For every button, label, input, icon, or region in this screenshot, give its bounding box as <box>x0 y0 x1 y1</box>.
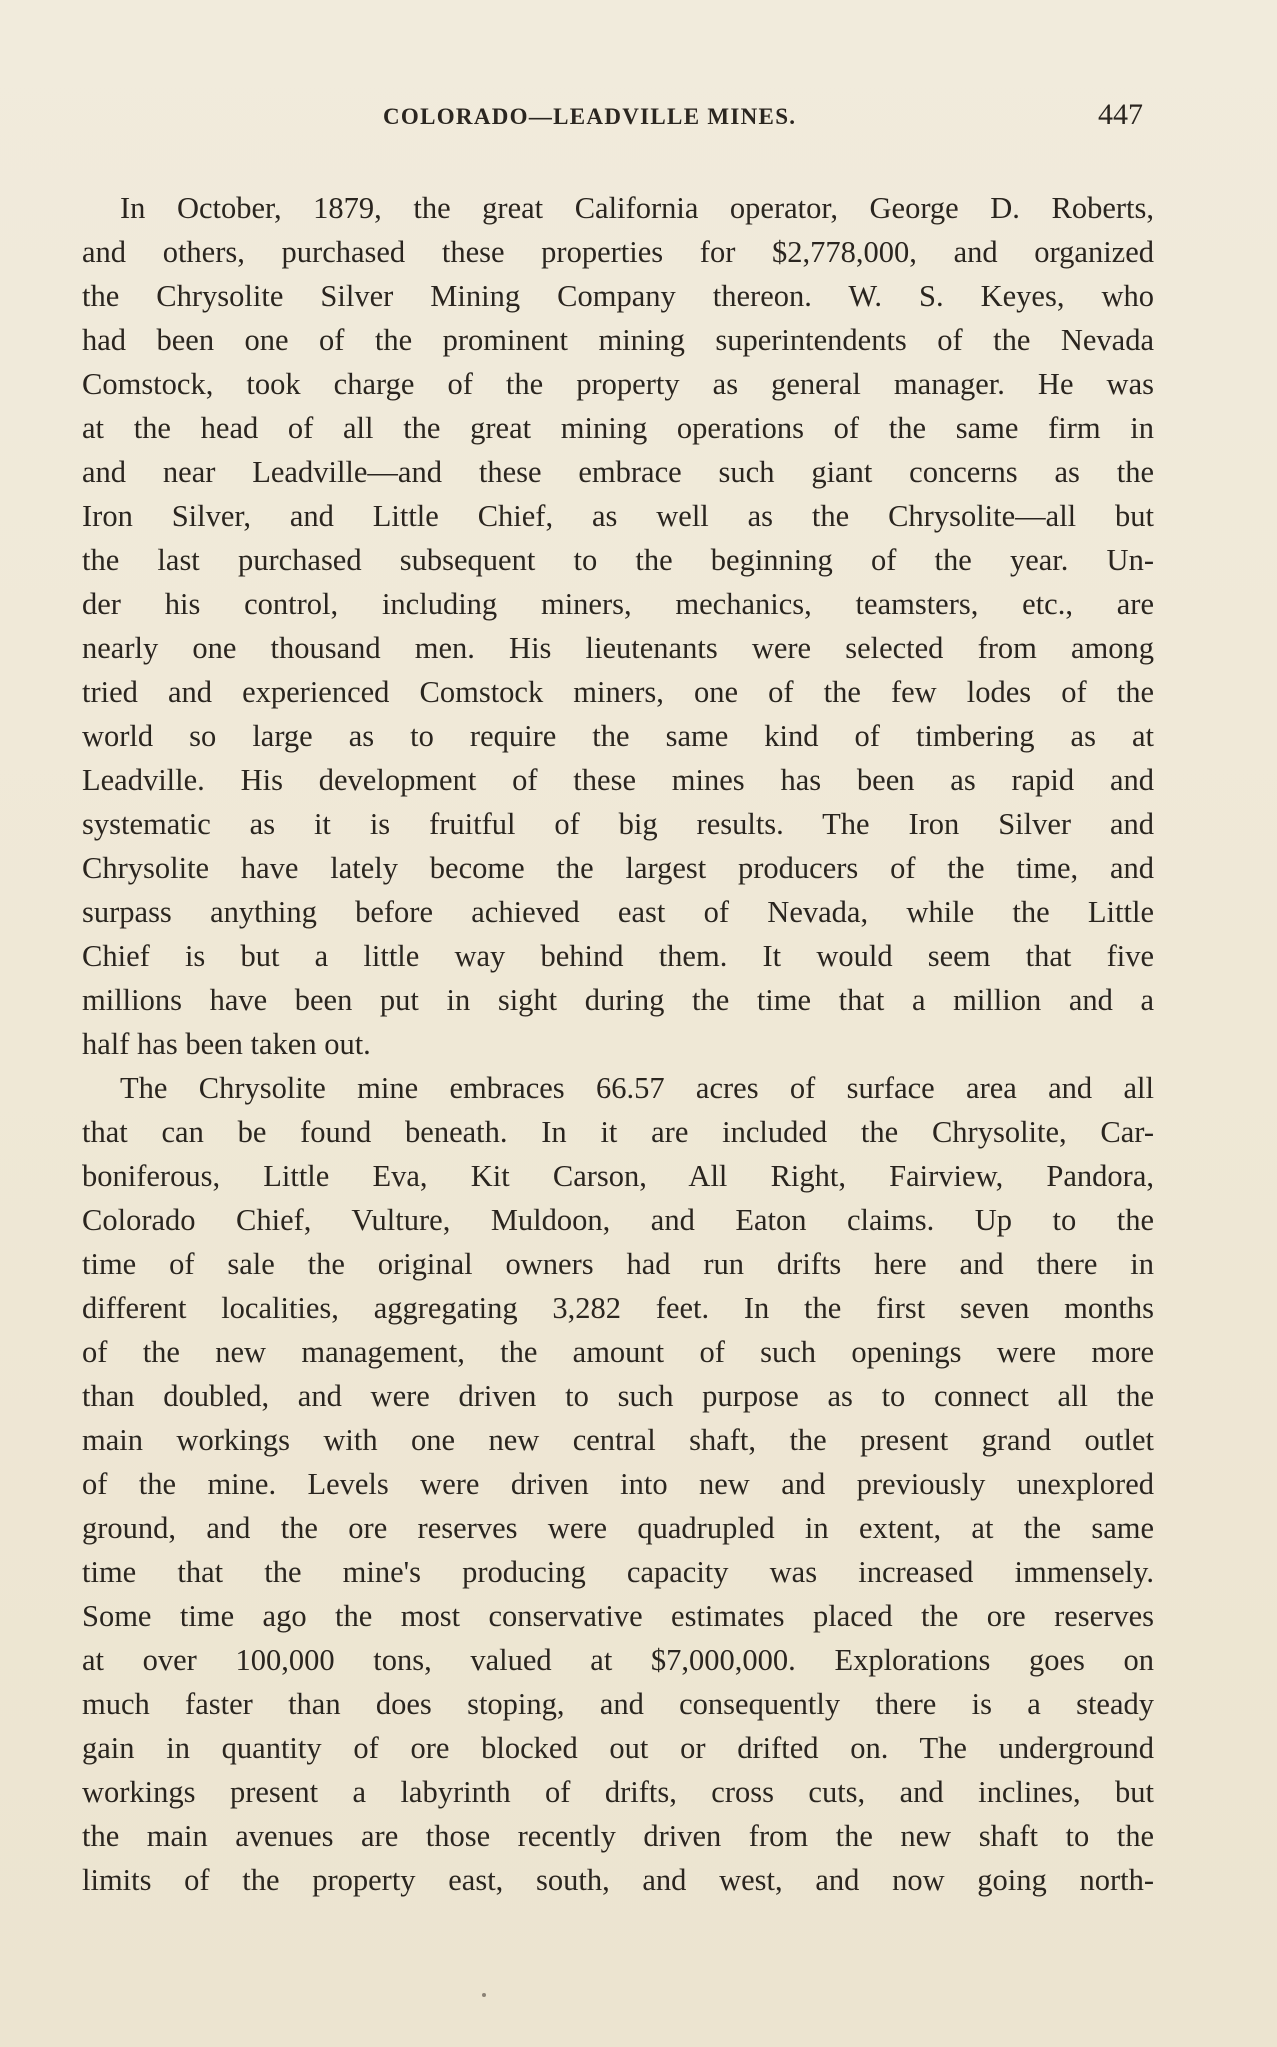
text-line: Chief is but a little way behind them. It would seem that five <box>82 939 1154 973</box>
text-line: had been one of the prominent mining superintendents of the Nevada <box>82 323 1154 357</box>
text-line: much faster than does stoping, and consequently there is a steady <box>82 1687 1154 1721</box>
text-line: and near Leadville—and these embrace such giant concerns as the <box>82 455 1154 489</box>
text-line: Comstock, took charge of the property as general manager. He was <box>82 367 1154 401</box>
page-number: 447 <box>1098 98 1143 131</box>
text-line: limits of the property east, south, and west, and now going north- <box>82 1863 1154 1897</box>
text-line: systematic as it is fruitful of big results. The Iron Silver and <box>82 807 1154 841</box>
text-line: half has been taken out. <box>82 1027 371 1061</box>
text-line: at over 100,000 tons, valued at $7,000,000. Explorations goes on <box>82 1643 1154 1677</box>
text-line: Some time ago the most conservative estimates placed the ore reserves <box>82 1599 1154 1633</box>
text-line: the Chrysolite Silver Mining Company thereon. W. S. Keyes, who <box>82 279 1154 313</box>
text-line: nearly one thousand men. His lieutenants were selected from among <box>82 631 1154 665</box>
text-line: time that the mine's producing capacity was increased immensely. <box>82 1555 1154 1589</box>
text-line: millions have been put in sight during the time that a million and a <box>82 983 1154 1017</box>
paper-speck <box>482 1993 486 1997</box>
text-line: the main avenues are those recently driven from the new shaft to the <box>82 1819 1154 1853</box>
text-line: of the mine. Levels were driven into new and previously unexplored <box>82 1467 1154 1501</box>
text-line: The Chrysolite mine embraces 66.57 acres of surface area and all <box>120 1071 1154 1105</box>
text-line: der his control, including miners, mechanics, teamsters, etc., are <box>82 587 1154 621</box>
text-line: of the new management, the amount of such openings were more <box>82 1335 1154 1369</box>
text-line: tried and experienced Comstock miners, one of the few lodes of the <box>82 675 1154 709</box>
body-text <box>82 186 1154 1902</box>
running-title: COLORADO—LEADVILLE MINES. <box>383 104 797 129</box>
page-header <box>0 98 1277 138</box>
text-line: Colorado Chief, Vulture, Muldoon, and Eaton claims. Up to the <box>82 1203 1154 1237</box>
text-line: boniferous, Little Eva, Kit Carson, All Right, Fairview, Pandora, <box>82 1159 1154 1193</box>
text-line: In October, 1879, the great California operator, George D. Roberts, <box>120 191 1154 225</box>
text-line: gain in quantity of ore blocked out or drifted on. The underground <box>82 1731 1154 1765</box>
text-line: and others, purchased these properties for $2,778,000, and organized <box>82 235 1154 269</box>
text-line: ground, and the ore reserves were quadrupled in extent, at the same <box>82 1511 1154 1545</box>
text-line: workings present a labyrinth of drifts, cross cuts, and inclines, but <box>82 1775 1154 1809</box>
text-line: Chrysolite have lately become the largest producers of the time, and <box>82 851 1154 885</box>
text-line: the last purchased subsequent to the beginning of the year. Un- <box>82 543 1154 577</box>
text-line: Iron Silver, and Little Chief, as well as the Chrysolite—all but <box>82 499 1154 533</box>
text-line: world so large as to require the same kind of timbering as at <box>82 719 1154 753</box>
text-line: that can be found beneath. In it are included the Chrysolite, Car- <box>82 1115 1154 1149</box>
text-line: Leadville. His development of these mines has been as rapid and <box>82 763 1154 797</box>
text-line: surpass anything before achieved east of Nevada, while the Little <box>82 895 1154 929</box>
text-line: different localities, aggregating 3,282 feet. In the first seven months <box>82 1291 1154 1325</box>
text-line: main workings with one new central shaft, the present grand outlet <box>82 1423 1154 1457</box>
text-line: than doubled, and were driven to such purpose as to connect all the <box>82 1379 1154 1413</box>
text-line: at the head of all the great mining operations of the same firm in <box>82 411 1154 445</box>
text-line: time of sale the original owners had run drifts here and there in <box>82 1247 1154 1281</box>
